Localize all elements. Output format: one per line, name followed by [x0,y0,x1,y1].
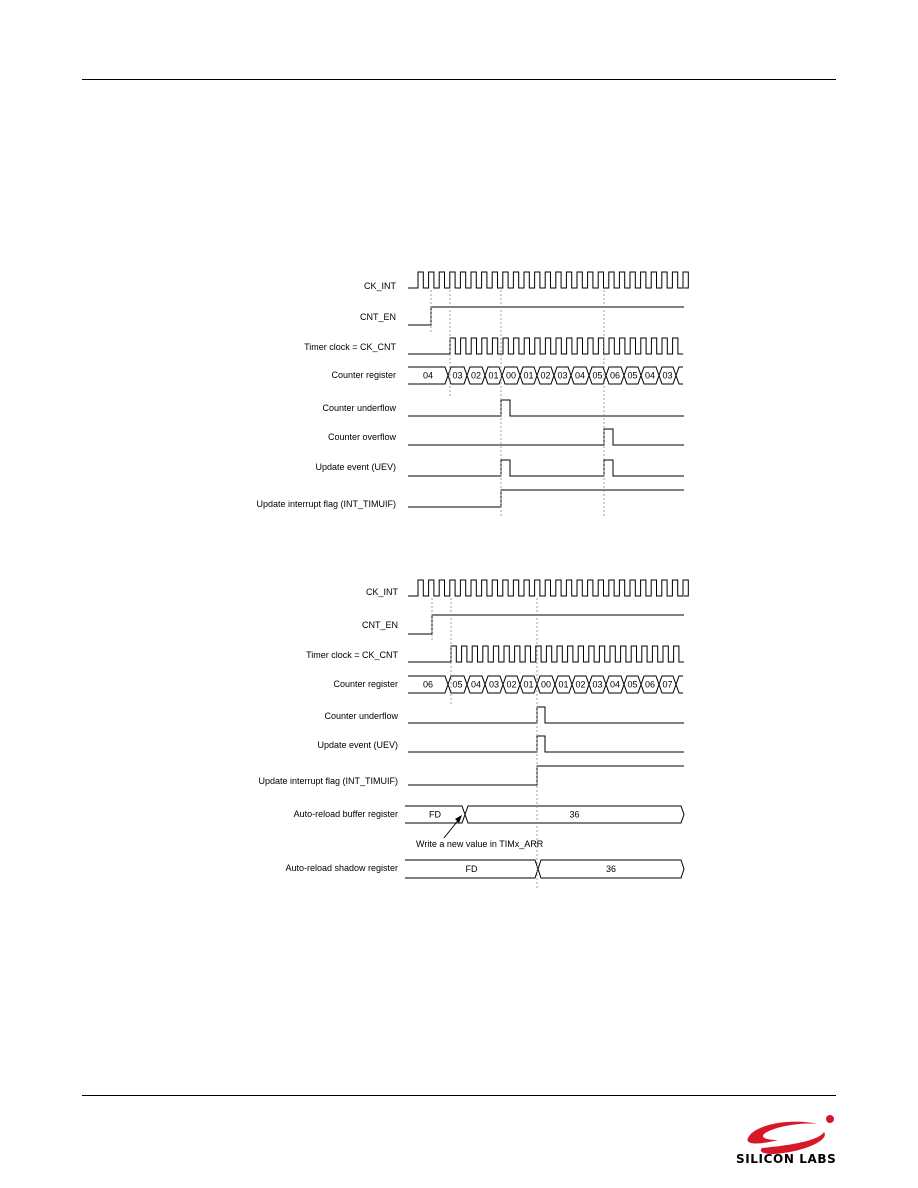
counter-register-1-value: 01 [523,370,534,381]
counter-register-2-value: 02 [575,679,586,690]
counter-register-2-value: 06 [644,679,656,690]
auto-reload-buffer-value: 36 [569,809,580,820]
counter-register-1-value: 04 [574,370,586,381]
label-timer-clock: Timer clock = CK_CNT [304,342,396,352]
timer-clock-waveform-2 [408,646,684,662]
counter-register-1-value: 04 [422,370,434,381]
annotation-arrow-head [455,815,462,823]
label-update-event-2: Update event (UEV) [317,740,398,750]
counter-underflow-waveform-2 [408,707,684,723]
counter-register-2-value: 04 [470,679,482,690]
counter-register-1-value: 04 [644,370,656,381]
counter-register-1-value: 05 [627,370,638,381]
counter-register-2-value: 01 [523,679,534,690]
counter-register-2-value: 03 [592,679,603,690]
counter-register-2-tail [676,676,683,685]
counter-register-2-value: 05 [627,679,638,690]
counter-register-1-value: 01 [488,370,499,381]
counter-register-2-value: 00 [540,679,552,690]
label-counter-underflow-2: Counter underflow [324,711,398,721]
counter-register-2-value: 07 [662,679,673,690]
label-ck-int: CK_INT [363,281,396,291]
silicon-labs-logo-text: SILICON LABS [736,1152,837,1166]
label-ck-int-2: CK_INT [365,587,398,597]
label-timer-clock-2: Timer clock = CK_CNT [306,650,398,660]
counter-register-1-value: 03 [557,370,568,381]
label-cnt-en: CNT_EN [359,312,396,322]
auto-reload-shadow-value: FD [465,864,478,875]
counter-register-1-value: 00 [505,370,517,381]
counter-register-2-value: 01 [558,679,569,690]
counter-register-1-value: 02 [540,370,551,381]
label-counter-overflow: Counter overflow [327,432,396,442]
cnt-en-waveform-2 [408,615,684,634]
label-cnt-en-2: CNT_EN [361,620,398,630]
label-counter-underflow: Counter underflow [322,403,396,413]
counter-register-1-value: 02 [470,370,482,381]
counter-register-1-value: 03 [452,370,463,381]
update-event-waveform-2 [408,736,684,752]
counter-register-2-value: 02 [506,679,517,690]
counter-register-2-value: 03 [488,679,500,690]
counter-register-2-value: 05 [452,679,463,690]
label-update-interrupt-flag: Update interrupt flag (INT_TIMUIF) [256,499,396,509]
label-update-event: Update event (UEV) [315,462,396,472]
label-update-interrupt-flag-2: Update interrupt flag (INT_TIMUIF) [258,776,398,786]
update-interrupt-flag-waveform-2 [408,766,684,785]
auto-reload-buffer-value: FD [429,809,441,820]
label-counter-register-2: Counter register [333,679,398,689]
ck-int-waveform-2 [408,580,688,596]
counter-register-2-value: 06 [422,679,434,690]
counter-register-1-value: 03 [662,370,673,381]
counter-register-1-value: 05 [592,370,603,381]
counter-register-2-tail-b [676,685,683,694]
auto-reload-shadow-value: 36 [605,864,617,875]
counter-register-1-value: 06 [609,370,621,381]
counter-register-2-value: 04 [609,679,621,690]
label-write-annotation: Write a new value in TIMx_ARR [416,839,544,849]
label-counter-register: Counter register [331,370,396,380]
label-auto-reload-buffer: Auto-reload buffer register [293,809,398,819]
label-auto-reload-shadow: Auto-reload shadow register [285,863,398,873]
